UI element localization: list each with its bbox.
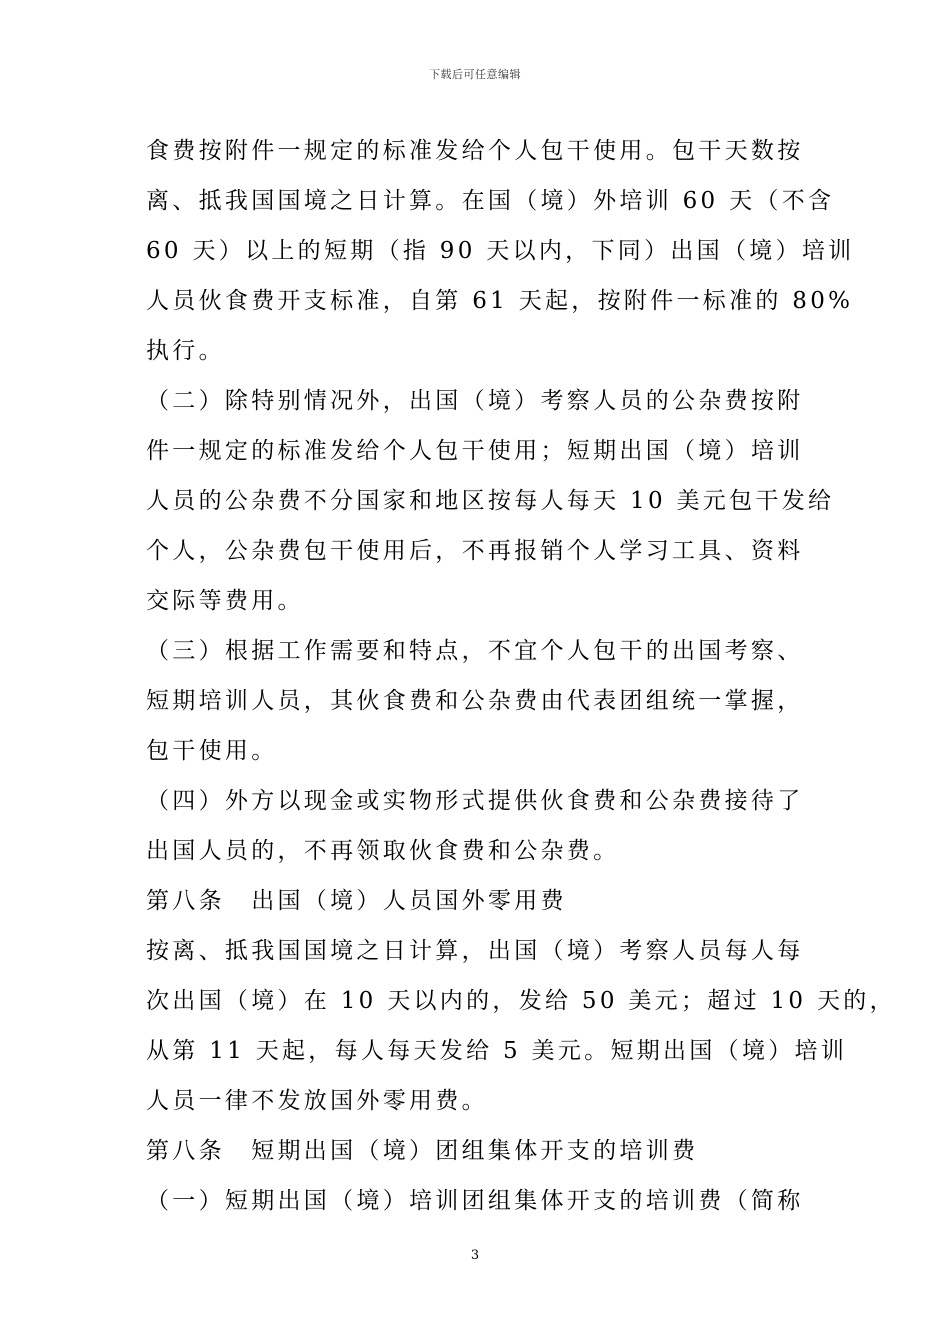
page-number: 3 <box>470 1248 480 1263</box>
text-line: 交际等费用。 <box>146 588 304 614</box>
text-line: 出国人员的，不再领取伙食费和公杂费。 <box>146 838 620 864</box>
text-line: 食费按附件一规定的标准发给个人包干使用。包干天数按 <box>146 138 804 164</box>
section-heading: 第八条 短期出国（境）团组集体开支的培训费 <box>146 1138 699 1164</box>
text-line: 从第 11 天起，每人每天发给 5 美元。短期出国（境）培训 <box>146 1038 848 1064</box>
text-line: 60 天）以上的短期（指 90 天以内，下同）出国（境）培训 <box>146 238 855 264</box>
text-line: 人员一律不发放国外零用费。 <box>146 1088 488 1114</box>
text-line: 人员伙食费开支标准，自第 61 天起，按附件一标准的 80% <box>146 288 854 314</box>
text-line: 按离、抵我国国境之日计算，出国（境）考察人员每人每 <box>146 938 804 964</box>
text-line: 包干使用。 <box>146 738 278 764</box>
text-line: 执行。 <box>146 338 225 364</box>
text-line: （三）根据工作需要和特点，不宜个人包干的出国考察、 <box>146 638 804 664</box>
text-line: 件一规定的标准发给个人包干使用；短期出国（境）培训 <box>146 438 804 464</box>
text-line: 短期培训人员，其伙食费和公杂费由代表团组统一掌握， <box>146 688 804 714</box>
section-heading: 第八条 出国（境）人员国外零用费 <box>146 888 567 914</box>
text-line: （二）除特别情况外，出国（境）考察人员的公杂费按附 <box>146 388 804 414</box>
text-line: （一）短期出国（境）培训团组集体开支的培训费（简称 <box>146 1188 804 1214</box>
text-line: 人员的公杂费不分国家和地区按每人每天 10 美元包干发给 <box>146 488 835 514</box>
text-line: 次出国（境）在 10 天以内的，发给 50 美元；超过 10 天的， <box>146 988 896 1014</box>
text-line: （四）外方以现金或实物形式提供伙食费和公杂费接待了 <box>146 788 804 814</box>
header-note: 下载后可任意编辑 <box>429 68 521 81</box>
document-body <box>146 126 896 1226</box>
text-line: 离、抵我国国境之日计算。在国（境）外培训 60 天（不含 <box>146 188 835 214</box>
text-line: 个人，公杂费包干使用后，不再报销个人学习工具、资料 <box>146 538 804 564</box>
